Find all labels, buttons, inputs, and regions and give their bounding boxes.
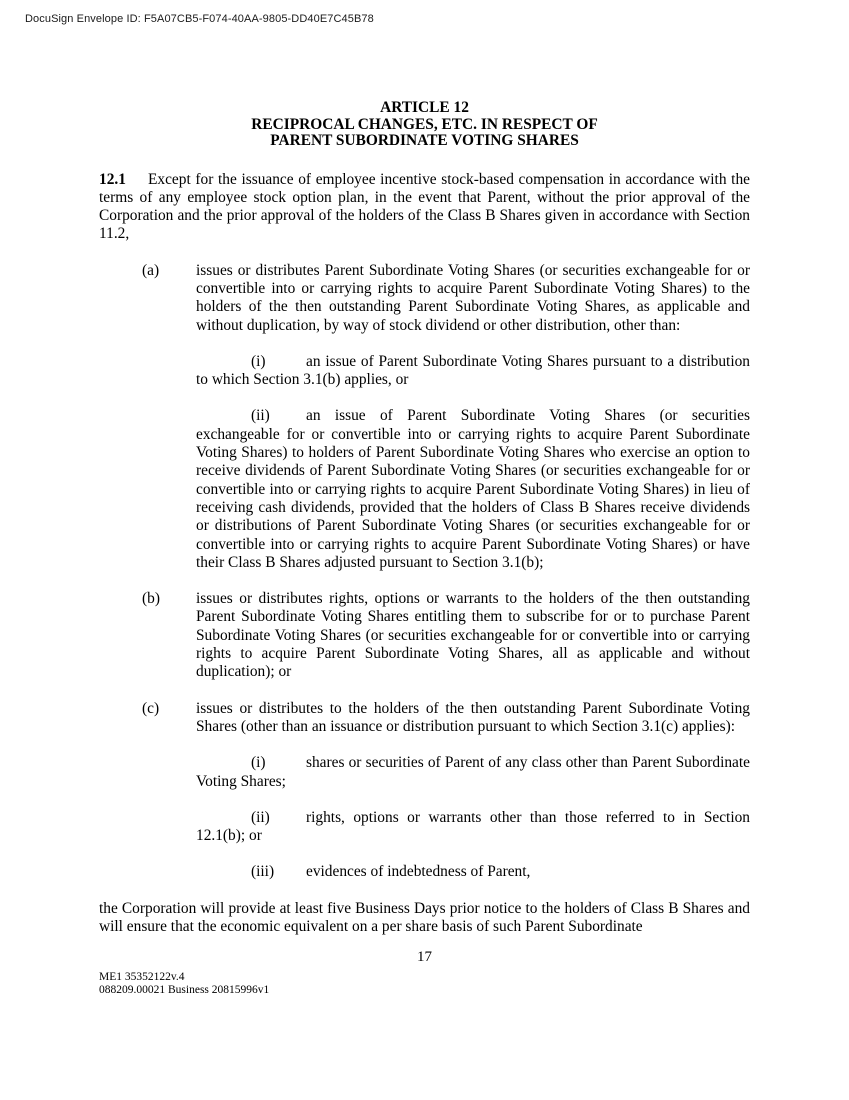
article-number: ARTICLE 12	[380, 99, 469, 116]
subitem-c-i-label: (i)	[251, 754, 266, 772]
article-title-line-1: RECIPROCAL CHANGES, ETC. IN RESPECT OF	[251, 115, 598, 133]
subitem-a-ii-text: an issue of Parent Subordinate Voting Shares (or securities exchangeable for or convertible into or carrying rights to acquire Parent Subordinate Voting Shares) to holders of Parent Subordinate Voting Shares who exercise an option to receive dividends of Parent Subordinate Voting Shares (or securities exchangeable for or convertible into or carrying rights to acquire Parent Subordinate Voting Shares) in lieu of receiving cash dividends, provided that the holders of Class B Shares receive dividends or distributions of Parent Subordinate Voting Shares (or securities exchangeable for or convertible into or carrying rights to acquire Parent Subordinate Voting Shares) or have their Class B Shares adjusted pursuant to Section 3.1(b);	[196, 407, 750, 571]
subitem-a-i-label: (i)	[251, 352, 266, 370]
document-footer	[99, 971, 750, 997]
subitem-c-i-text: shares or securities of Parent of any class other than Parent Subordinate Voting Shares;	[196, 754, 750, 790]
section-12-1-paragraph	[99, 171, 750, 244]
footer-line-2: 088209.00021 Business 20815996v1	[99, 984, 270, 997]
page-number: 17	[417, 949, 432, 966]
subitem-a-ii-label: (ii)	[251, 407, 270, 425]
subitem-c-i	[196, 754, 750, 791]
subitem-c-iii-label: (iii)	[251, 863, 275, 881]
subitem-c-iii	[196, 863, 750, 881]
item-c	[142, 699, 750, 737]
item-c-label: (c)	[142, 699, 160, 717]
item-b-label: (b)	[142, 590, 160, 608]
subitem-a-i	[196, 353, 750, 390]
footer-line-1: ME1 35352122v.4	[99, 971, 185, 984]
article-title-line-2: PARENT SUBORDINATE VOTING SHARES	[270, 132, 579, 149]
item-b	[142, 590, 750, 681]
section-intro-text: Except for the issuance of employee incentive stock-based compensation in accordance with the terms of any employee stock option plan, in the event that Parent, without the prior approval of the Corporation and the prior approval of the holders of the Class B Shares given in accordance with Section 11.2,	[99, 170, 750, 243]
subitem-c-ii	[196, 809, 750, 846]
item-a-label: (a)	[142, 261, 160, 279]
item-c-text: issues or distributes to the holders of the then outstanding Parent Subordinate Voting Shares (other than an issuance or distribution pursuant to which Section 3.1(c) applies):	[196, 699, 750, 735]
docusign-envelope-id: DocuSign Envelope ID: F5A07CB5-F074-40AA-9805-DD40E7C45B78	[25, 13, 374, 25]
section-number: 12.1	[99, 170, 126, 188]
item-a	[142, 261, 750, 335]
subitem-c-ii-label: (ii)	[251, 808, 270, 826]
item-a-text: issues or distributes Parent Subordinate Voting Shares (or securities exchangeable for or convertible into or carrying rights to acquire Parent Subordinate Voting Shares) to the holders of the then outstanding Parent Subordinate Voting Shares, as applicable and without duplication, by way of stock dividend or other distribution, other than:	[196, 261, 750, 334]
closing-paragraph: the Corporation will provide at least five Business Days prior notice to the holders of Class B Shares and will ensure that the economic equivalent on a per share basis of such Parent Subordinate	[99, 899, 750, 935]
subitem-c-ii-text: rights, options or warrants other than those referred to in Section 12.1(b); or	[196, 808, 750, 845]
subitem-c-iii-text: evidences of indebtedness of Parent,	[306, 863, 531, 881]
article-heading	[99, 100, 750, 150]
subitem-a-ii	[196, 407, 750, 572]
item-b-text: issues or distributes rights, options or warrants to the holders of the then outstanding Parent Subordinate Voting Shares entitling them to subscribe for or to purchase Parent Subordinate Voting Shares (or securities exchangeable for or convertible into or carrying rights to acquire Parent Subordinate Voting Shares, all as applicable and without duplication); or	[196, 590, 750, 681]
subitem-a-i-text: an issue of Parent Subordinate Voting Shares pursuant to a distribution to which Section 3.1(b) applies, or	[196, 352, 750, 389]
